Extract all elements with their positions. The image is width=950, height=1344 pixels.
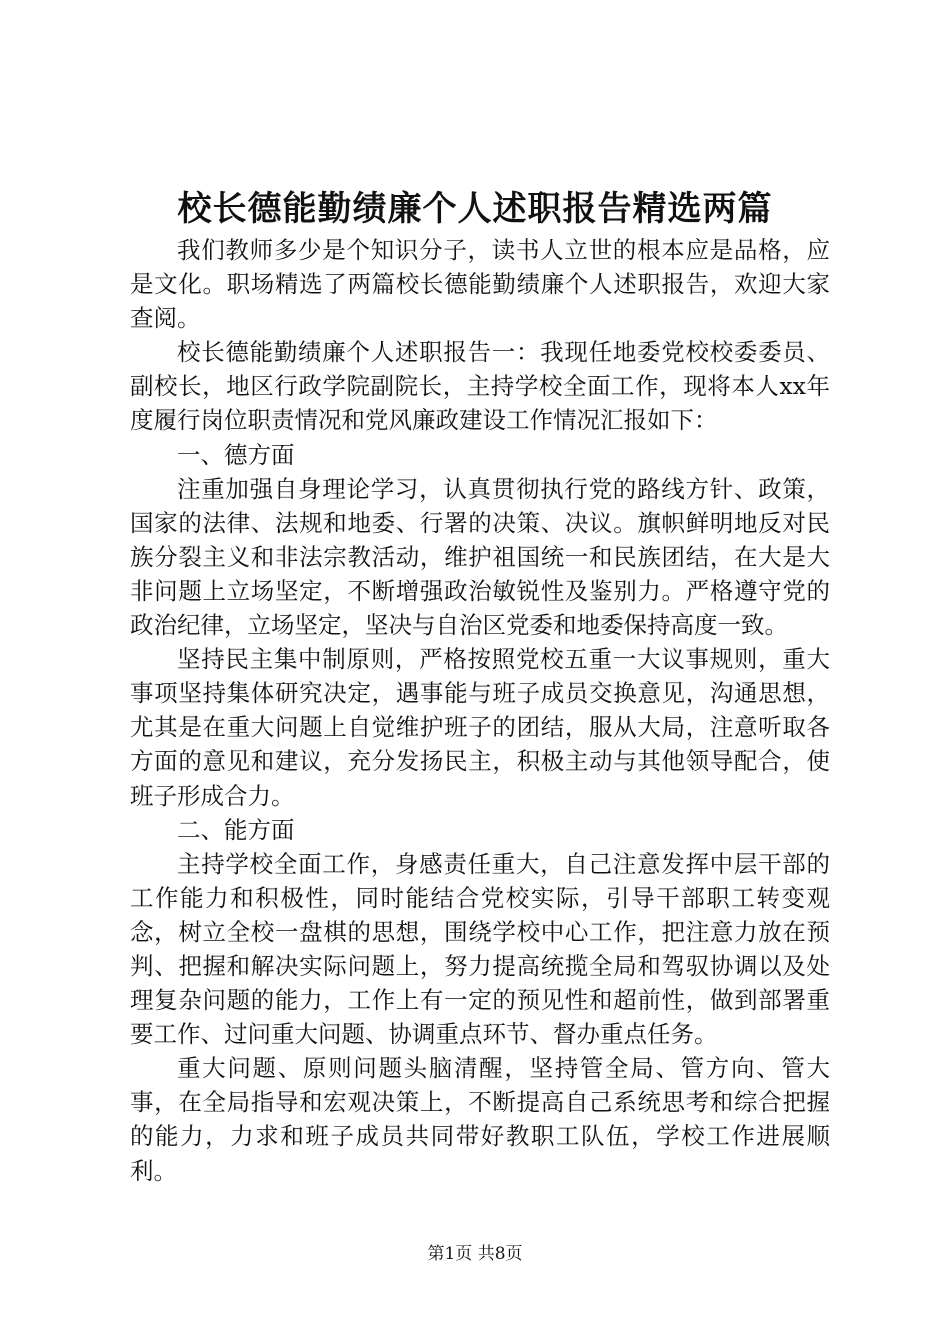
neng-paragraph-1: 主持学校全面工作，身感责任重大，自己注意发挥中层干部的工作能力和积极性，同时能结合党校实际，引导干部职工转变观念，树立全校一盘棋的思想，围绕学校中心工作，把注意力放在预判、把握和解决实际问题上，努力提高统揽全局和驾驭协调以及处理复杂问题的能力，工作上有一定的预见性和超前性，做到部署重要工作、过问重大问题、协调重点环节、督办重点任务。 [130, 849, 830, 1049]
report-opening-paragraph: 校长德能勤绩廉个人述职报告一：我现任地委党校校委委员、副校长，地区行政学院副院长，主持学校全面工作，现将本人xx年度履行岗位职责情况和党风廉政建设工作情况汇报如下： [130, 338, 830, 435]
de-paragraph-1: 注重加强自身理论学习，认真贯彻执行党的路线方针、政策，国家的法律、法规和地委、行署的决策、决议。旗帜鲜明地反对民族分裂主义和非法宗教活动，维护祖国统一和民族团结，在大是大非问题上立场坚定，不断增强政治敏锐性及鉴别力。严格遵守党的政治纪律，立场坚定，坚决与自治区党委和地委保持高度一致。 [130, 474, 830, 640]
document-title: 校长德能勤绩廉个人述职报告精选两篇 [177, 189, 773, 229]
page-number-footer: 第1页 共8页 [427, 1244, 523, 1264]
neng-paragraph-2: 重大问题、原则问题头脑清醒，坚持管全局、管方向、管大事，在全局指导和宏观决策上，不断提高自己系统思考和综合把握的能力，力求和班子成员共同带好教职工队伍，学校工作进展顺利。 [130, 1054, 830, 1185]
de-paragraph-2: 坚持民主集中制原则，严格按照党校五重一大议事规则，重大事项坚持集体研究决定，遇事能与班子成员交换意见，沟通思想，尤其是在重大问题上自觉维护班子的团结，服从大局，注意听取各方面的意见和建议，充分发扬民主，积极主动与其他领导配合，使班子形成合力。 [130, 645, 830, 810]
section-heading-neng: 二、能方面 [177, 815, 295, 844]
section-heading-de: 一、德方面 [177, 440, 295, 469]
document-body [130, 233, 830, 1188]
intro-paragraph: 我们教师多少是个知识分子，读书人立世的根本应是品格，应是文化。职场精选了两篇校长德能勤绩廉个人述职报告，欢迎大家查阅。 [130, 236, 830, 333]
